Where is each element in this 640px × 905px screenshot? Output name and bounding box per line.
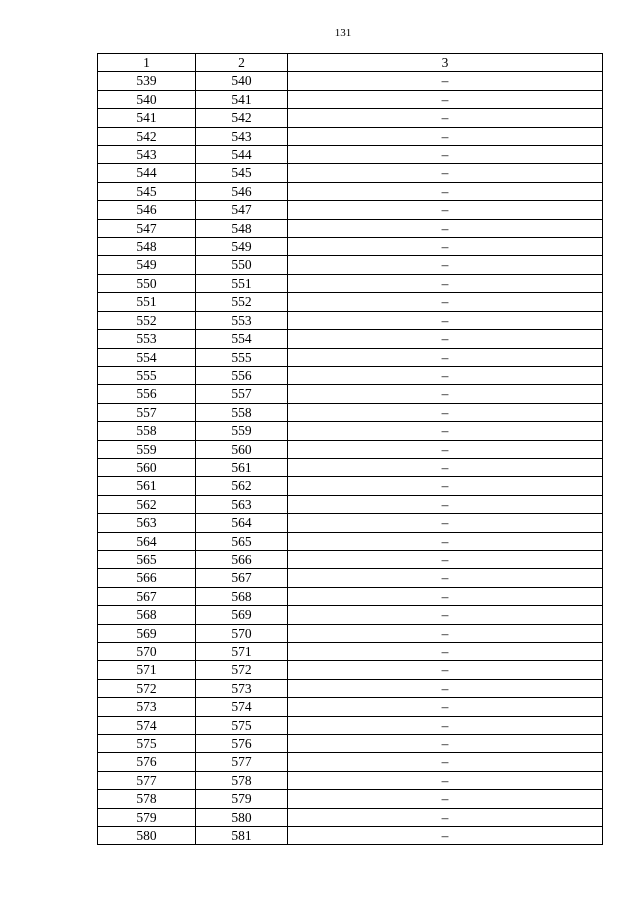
table-row	[98, 274, 603, 292]
table-row	[98, 348, 603, 366]
table-cell-col-1: 547	[98, 219, 196, 237]
table-row	[98, 495, 603, 513]
table-cell-col-3: –	[288, 477, 603, 495]
table-cell-col-1: 552	[98, 311, 196, 329]
table-cell-col-3: –	[288, 90, 603, 108]
table-row	[98, 330, 603, 348]
table-cell-col-2: 564	[196, 514, 288, 532]
table-cell-col-3: –	[288, 514, 603, 532]
table-cell-col-2: 544	[196, 146, 288, 164]
table-cell-col-2: 554	[196, 330, 288, 348]
table-cell-col-3: –	[288, 753, 603, 771]
table-cell-col-2: 578	[196, 771, 288, 789]
table-cell-col-3: –	[288, 403, 603, 421]
table-cell-col-3: –	[288, 661, 603, 679]
table-cell-col-2: 570	[196, 624, 288, 642]
table-cell-col-1: 544	[98, 164, 196, 182]
table-cell-col-2: 559	[196, 422, 288, 440]
table-cell-col-1: 541	[98, 109, 196, 127]
table-cell-col-1: 569	[98, 624, 196, 642]
table-cell-col-3: –	[288, 109, 603, 127]
table-cell-col-1: 563	[98, 514, 196, 532]
table-cell-col-1: 539	[98, 72, 196, 90]
table-cell-col-3: –	[288, 219, 603, 237]
table-row	[98, 311, 603, 329]
table-cell-col-2: 563	[196, 495, 288, 513]
table-cell-col-2: 567	[196, 569, 288, 587]
table-cell-col-1: 567	[98, 587, 196, 605]
table-cell-col-1: 573	[98, 698, 196, 716]
table-cell-col-3: –	[288, 643, 603, 661]
table-cell-col-2: 579	[196, 790, 288, 808]
table-row	[98, 127, 603, 145]
table-body	[98, 72, 603, 845]
table-row	[98, 661, 603, 679]
column-header-2: 2	[196, 54, 288, 72]
table-cell-col-2: 556	[196, 366, 288, 384]
table-cell-col-3: –	[288, 735, 603, 753]
table-row	[98, 735, 603, 753]
table-cell-col-3: –	[288, 440, 603, 458]
table-cell-col-1: 578	[98, 790, 196, 808]
table-row	[98, 219, 603, 237]
column-header-1: 1	[98, 54, 196, 72]
table-cell-col-3: –	[288, 348, 603, 366]
table-cell-col-2: 572	[196, 661, 288, 679]
table-header-row	[98, 54, 603, 72]
table-cell-col-1: 545	[98, 182, 196, 200]
table-row	[98, 643, 603, 661]
table-row	[98, 164, 603, 182]
table-cell-col-1: 553	[98, 330, 196, 348]
table-cell-col-3: –	[288, 366, 603, 384]
table-row	[98, 587, 603, 605]
table-row	[98, 624, 603, 642]
table-cell-col-2: 574	[196, 698, 288, 716]
table-row	[98, 514, 603, 532]
table-cell-col-2: 551	[196, 274, 288, 292]
table-cell-col-2: 560	[196, 440, 288, 458]
table-cell-col-1: 557	[98, 403, 196, 421]
table-cell-col-1: 574	[98, 716, 196, 734]
table-cell-col-1: 554	[98, 348, 196, 366]
table-cell-col-3: –	[288, 606, 603, 624]
table-cell-col-3: –	[288, 550, 603, 568]
table-cell-col-3: –	[288, 716, 603, 734]
table-row	[98, 385, 603, 403]
table-row	[98, 422, 603, 440]
table-row	[98, 532, 603, 550]
table-row	[98, 606, 603, 624]
table-cell-col-3: –	[288, 624, 603, 642]
page-number: 131	[334, 27, 352, 39]
table-cell-col-3: –	[288, 256, 603, 274]
table-cell-col-2: 561	[196, 458, 288, 476]
table-cell-col-1: 550	[98, 274, 196, 292]
table-cell-col-1: 564	[98, 532, 196, 550]
table-cell-col-3: –	[288, 201, 603, 219]
table-cell-col-1: 579	[98, 808, 196, 826]
table-cell-col-1: 568	[98, 606, 196, 624]
table-cell-col-3: –	[288, 422, 603, 440]
table-cell-col-2: 569	[196, 606, 288, 624]
table-cell-col-2: 575	[196, 716, 288, 734]
table-cell-col-1: 551	[98, 293, 196, 311]
table-cell-col-1: 540	[98, 90, 196, 108]
table-cell-col-3: –	[288, 274, 603, 292]
table-row	[98, 366, 603, 384]
table-cell-col-3: –	[288, 164, 603, 182]
table-cell-col-2: 548	[196, 219, 288, 237]
table-cell-col-1: 543	[98, 146, 196, 164]
table-cell-col-2: 550	[196, 256, 288, 274]
table-cell-col-3: –	[288, 146, 603, 164]
table-cell-col-2: 568	[196, 587, 288, 605]
table-cell-col-1: 577	[98, 771, 196, 789]
table-row	[98, 569, 603, 587]
table-cell-col-2: 546	[196, 182, 288, 200]
table-cell-col-2: 562	[196, 477, 288, 495]
table-cell-col-1: 580	[98, 827, 196, 845]
table-cell-col-3: –	[288, 827, 603, 845]
table-row	[98, 679, 603, 697]
table-row	[98, 146, 603, 164]
table-cell-col-1: 576	[98, 753, 196, 771]
table-cell-col-2: 573	[196, 679, 288, 697]
table-cell-col-1: 549	[98, 256, 196, 274]
table-cell-col-3: –	[288, 790, 603, 808]
table-cell-col-3: –	[288, 495, 603, 513]
table-row	[98, 477, 603, 495]
table-row	[98, 238, 603, 256]
table-cell-col-2: 547	[196, 201, 288, 219]
table-cell-col-1: 560	[98, 458, 196, 476]
table-cell-col-3: –	[288, 698, 603, 716]
data-table	[97, 53, 603, 845]
table-cell-col-1: 562	[98, 495, 196, 513]
table-cell-col-3: –	[288, 458, 603, 476]
table-cell-col-2: 543	[196, 127, 288, 145]
table-row	[98, 753, 603, 771]
table-cell-col-2: 558	[196, 403, 288, 421]
table-row	[98, 790, 603, 808]
table-row	[98, 698, 603, 716]
table-cell-col-3: –	[288, 238, 603, 256]
table-cell-col-2: 557	[196, 385, 288, 403]
table-row	[98, 201, 603, 219]
table-row	[98, 90, 603, 108]
table-cell-col-1: 561	[98, 477, 196, 495]
table-cell-col-1: 570	[98, 643, 196, 661]
table-cell-col-2: 576	[196, 735, 288, 753]
table-row	[98, 827, 603, 845]
column-header-3: 3	[288, 54, 603, 72]
table-cell-col-3: –	[288, 182, 603, 200]
table-cell-col-1: 555	[98, 366, 196, 384]
table-cell-col-2: 542	[196, 109, 288, 127]
table-cell-col-3: –	[288, 127, 603, 145]
table-row	[98, 440, 603, 458]
table-cell-col-3: –	[288, 385, 603, 403]
table-cell-col-2: 540	[196, 72, 288, 90]
table-cell-col-1: 558	[98, 422, 196, 440]
table-row	[98, 256, 603, 274]
table-row	[98, 109, 603, 127]
table-cell-col-3: –	[288, 311, 603, 329]
table-row	[98, 808, 603, 826]
table-cell-col-2: 581	[196, 827, 288, 845]
table-cell-col-2: 541	[196, 90, 288, 108]
table-cell-col-3: –	[288, 679, 603, 697]
table-cell-col-1: 542	[98, 127, 196, 145]
table-cell-col-1: 572	[98, 679, 196, 697]
table-row	[98, 771, 603, 789]
table-row	[98, 458, 603, 476]
table-cell-col-1: 559	[98, 440, 196, 458]
table-cell-col-1: 575	[98, 735, 196, 753]
table-cell-col-1: 571	[98, 661, 196, 679]
table-row	[98, 716, 603, 734]
table-cell-col-3: –	[288, 72, 603, 90]
table-cell-col-1: 566	[98, 569, 196, 587]
table-cell-col-2: 545	[196, 164, 288, 182]
table-row	[98, 72, 603, 90]
table-cell-col-1: 556	[98, 385, 196, 403]
table-cell-col-3: –	[288, 587, 603, 605]
table-cell-col-2: 553	[196, 311, 288, 329]
table-row	[98, 403, 603, 421]
table-cell-col-1: 565	[98, 550, 196, 568]
table-cell-col-2: 566	[196, 550, 288, 568]
table-cell-col-2: 571	[196, 643, 288, 661]
table-cell-col-2: 580	[196, 808, 288, 826]
table-cell-col-3: –	[288, 330, 603, 348]
table-cell-col-2: 552	[196, 293, 288, 311]
table-cell-col-3: –	[288, 771, 603, 789]
table-row	[98, 182, 603, 200]
table-cell-col-3: –	[288, 569, 603, 587]
table-cell-col-1: 548	[98, 238, 196, 256]
table-cell-col-1: 546	[98, 201, 196, 219]
table-cell-col-3: –	[288, 293, 603, 311]
table-cell-col-3: –	[288, 808, 603, 826]
table-cell-col-3: –	[288, 532, 603, 550]
table-cell-col-2: 555	[196, 348, 288, 366]
table-row	[98, 293, 603, 311]
table-row	[98, 550, 603, 568]
table-cell-col-2: 577	[196, 753, 288, 771]
table-cell-col-2: 549	[196, 238, 288, 256]
table-cell-col-2: 565	[196, 532, 288, 550]
